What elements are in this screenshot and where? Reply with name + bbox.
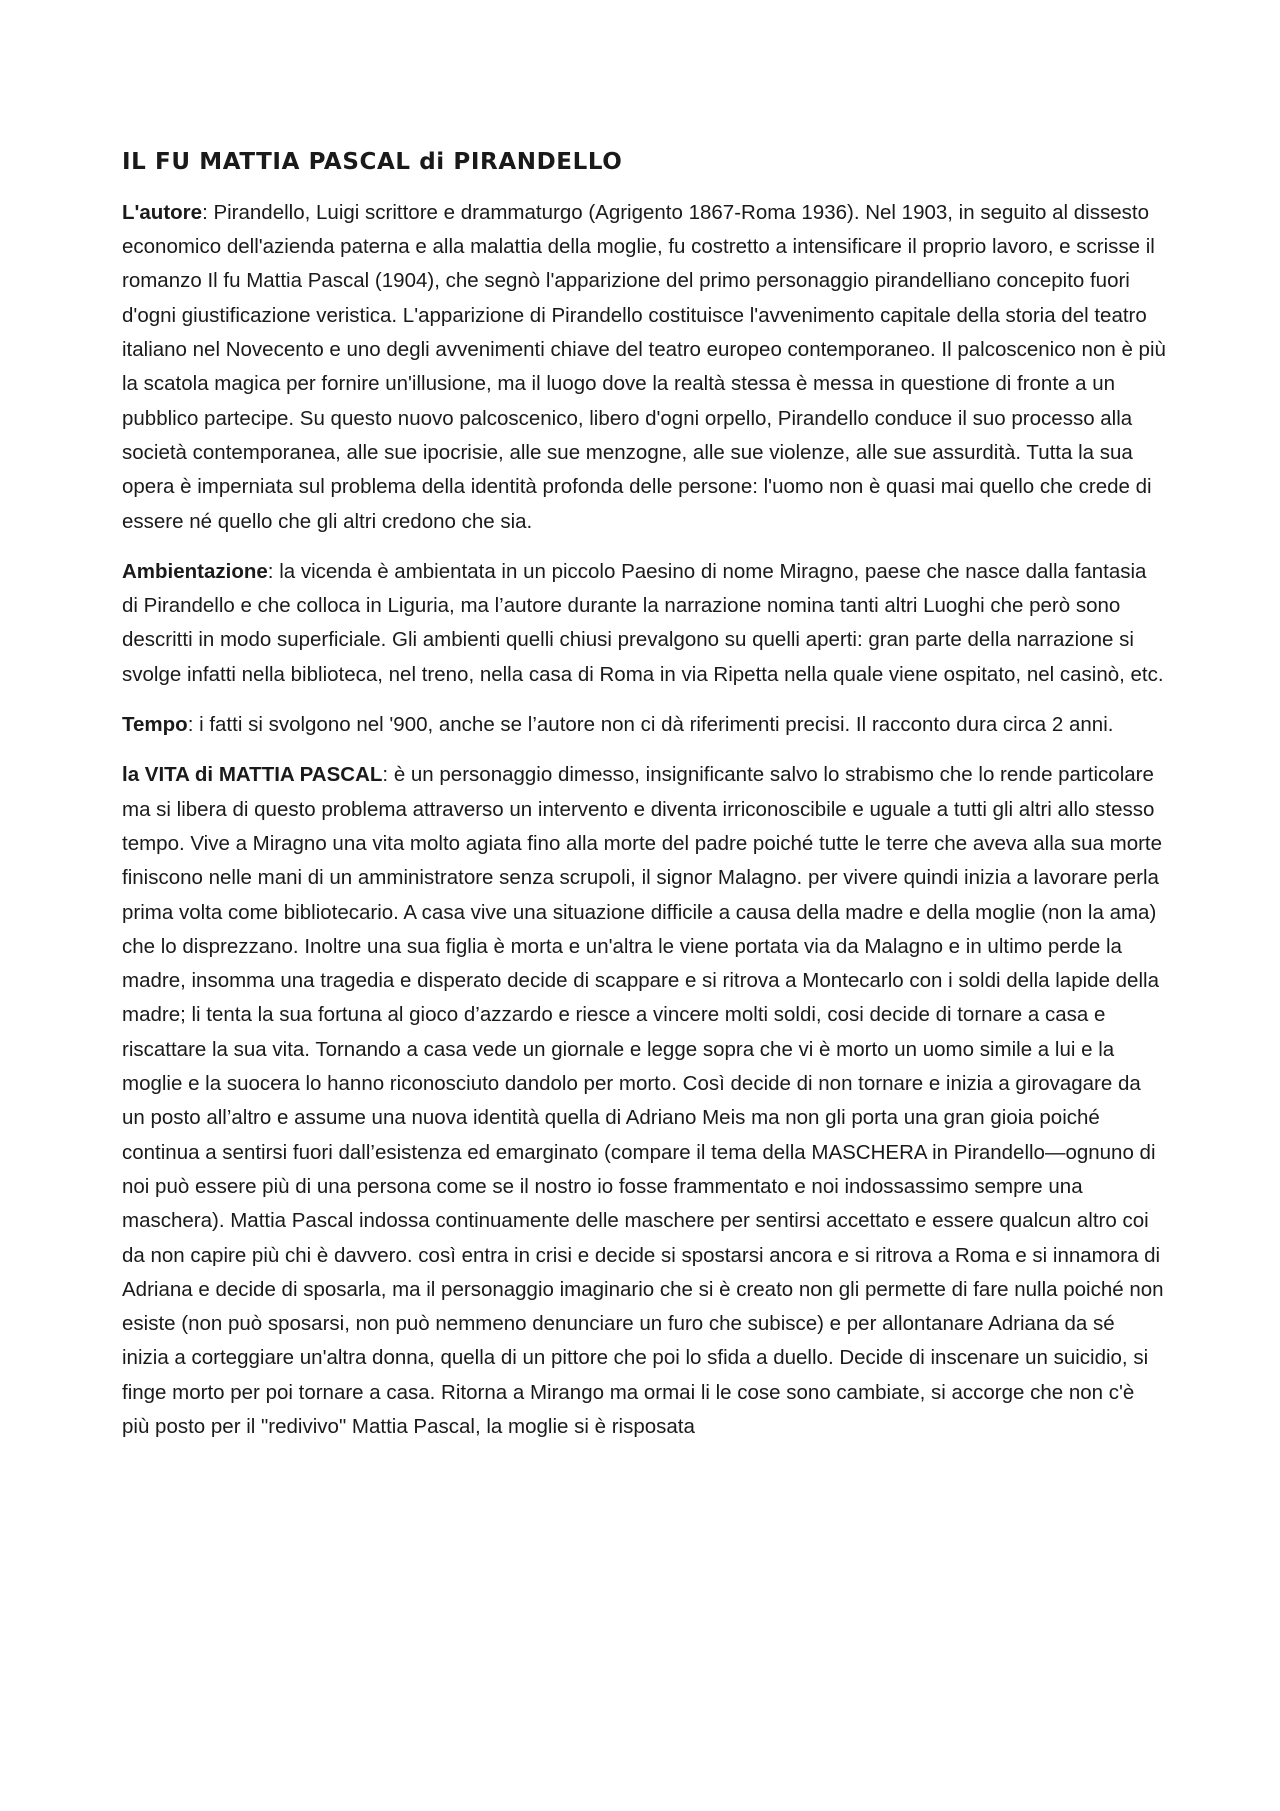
section-ambientazione [122,555,1167,692]
section-label: Tempo [122,713,188,737]
document-page [122,148,1167,1460]
section-label: la VITA di MATTIA PASCAL [122,763,383,787]
section-text: : Pirandello, Luigi scrittore e drammaturgo (Agrigento 1867-Roma 1936). Nel 1903, in seguito al dissesto economico dell'azienda paterna e alla malattia della moglie, fu costretto a intensificare il proprio lavoro, e scrisse il romanzo Il fu Mattia Pascal (1904), che segnò l'apparizione del primo personaggio pirandelliano concepito fuori d'ogni giustificazione veristica. L'apparizione di Pirandello costituisce l'avvenimento capitale della storia del teatro italiano nel Novecento e uno degli avvenimenti chiave del teatro europeo contemporaneo. Il palcoscenico non è più la scatola magica per fornire un'illusione, ma il luogo dove la realtà stessa è messa in questione di fronte a un pubblico partecipe. Su questo nuovo palcoscenico, libero d'ogni orpello, Pirandello conduce il suo processo alla società contemporanea, alle sue ipocrisie, alle sue menzogne, alle sue violenze, alle sue assurdità. Tutta la sua opera è imperniata sul problema della identità profonda delle persone: l'uomo non è quasi mai quello che crede di essere né quello che gli altri credono che sia. [122,200,1166,533]
section-autore [122,196,1167,539]
section-label: Ambientazione [122,559,268,583]
section-text: : è un personaggio dimesso, insignificante salvo lo strabismo che lo rende particolare ma si libera di questo problema attraverso un intervento e diventa irriconoscibile e uguale a tutti gli altri allo stesso tempo. Vive a Miragno una vita molto agiata fino alla morte del padre poiché tutte le terre che aveva alla sua morte finiscono nelle mani di un amministratore senza scrupoli, il signor Malagno. per vivere quindi inizia a lavorare perla prima volta come bibliotecario. A casa vive una situazione difficile a causa della madre e della moglie (non la ama) che lo disprezzano. Inoltre una sua figlia è morta e un'altra le viene portata via da Malagno e in ultimo perde la madre, insomma una tragedia e disperato decide di scappare e si ritrova a Montecarlo con i soldi della lapide della madre; li tenta la sua fortuna al gioco d’azzardo e riesce a vincere molti soldi, cosi decide di tornare a casa e riscattare la sua vita. Tornando a casa vede un giornale e legge sopra che vi è morto un uomo simile a lui e la moglie e la suocera lo hanno riconosciuto dandolo per morto. Così decide di non tornare e inizia a girovagare da un posto all’altro e assume una nuova identità quella di Adriano Meis ma non gli porta una gran gioia poiché continua a sentirsi fuori dall’esistenza ed emarginato (compare il tema della MASCHERA in Pirandello—ognuno di noi può essere più di una persona come se il nostro io fosse frammentato e noi indossassimo sempre una maschera). Mattia Pascal indossa continuamente delle maschere per sentirsi accettato e essere qualcun altro coi da non capire più chi è davvero. così entra in crisi e decide si spostarsi ancora e si ritrova a Roma e si innamora di Adriana e decide di sposarla, ma il personaggio imaginario che si è creato non gli permette di fare nulla poiché non esiste (non può sposarsi, non può nemmeno denunciare un furo che subisce) e per allontanare Adriana da sé inizia a corteggiare un'altra donna, quella di un pittore che poi lo sfida a duello. Decide di inscenare un suicidio, si finge morto per poi tornare a casa. Ritorna a Mirango ma ormai li le cose sono cambiate, si accorge che non c'è più posto per il "redivivo" Mattia Pascal, la moglie si è risposata [122,763,1164,1438]
section-vita [122,758,1167,1444]
section-text: : la vicenda è ambientata in un piccolo Paesino di nome Miragno, paese che nasce dalla fantasia di Pirandello e che colloca in Liguria, ma l’autore durante la narrazione nomina tanti altri Luoghi che però sono descritti in modo superficiale. Gli ambienti quelli chiusi prevalgono su quelli aperti: gran parte della narrazione si svolge infatti nella biblioteca, nel treno, nella casa di Roma in via Ripetta nella quale viene ospitato, nel casinò, etc. [122,559,1164,686]
section-text: : i fatti si svolgono nel '900, anche se l’autore non ci dà riferimenti precisi. Il racconto dura circa 2 anni. [187,713,1114,737]
document-title: IL FU MATTIA PASCAL di PIRANDELLO [122,149,623,175]
section-label: L'autore [122,200,203,224]
section-tempo [122,708,1167,742]
